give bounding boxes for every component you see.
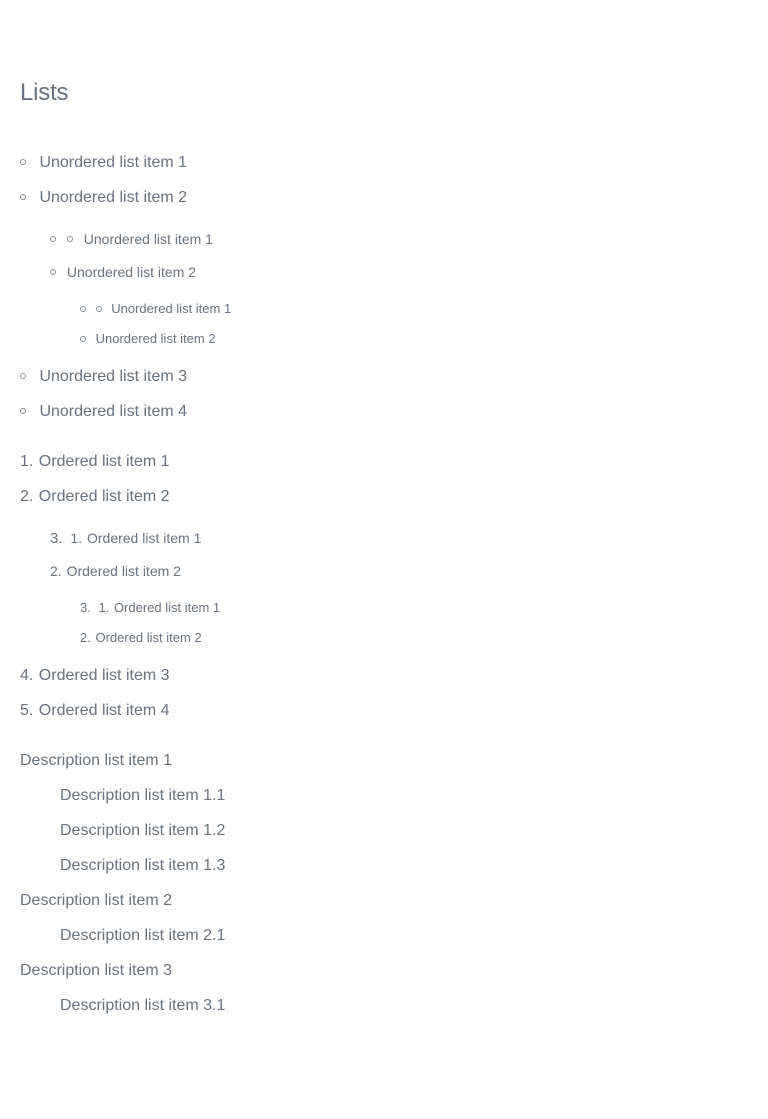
nested-list-item <box>50 263 196 281</box>
nested-list-item <box>50 230 213 248</box>
list-item <box>20 666 170 686</box>
list-item <box>20 701 170 721</box>
list-number: 2. <box>80 630 91 645</box>
list-item-label: Unordered list item 4 <box>39 403 188 420</box>
nested-list-item <box>80 630 202 646</box>
nested-list-item <box>50 529 201 548</box>
description-term: Description list item 3 <box>20 962 173 979</box>
description-detail: Description list item 1.2 <box>60 822 226 839</box>
list-item-label: Unordered list item 1 <box>39 154 188 171</box>
list-item-label: Ordered list item 1 <box>113 600 221 615</box>
description-detail: Description list item 3.1 <box>60 997 226 1014</box>
circle-bullet-icon <box>96 306 102 312</box>
circle-bullet-icon <box>20 408 26 414</box>
list-item <box>20 367 187 387</box>
list-item <box>20 188 187 208</box>
list-number: 3. <box>80 600 91 615</box>
circle-bullet-icon <box>20 194 26 200</box>
list-number: 4. <box>20 667 34 684</box>
list-item <box>20 153 187 173</box>
list-item-label: Unordered list item 1 <box>83 231 213 247</box>
nested-list-item <box>80 600 220 616</box>
list-item-label: Ordered list item 2 <box>38 488 170 505</box>
circle-bullet-icon <box>20 373 26 379</box>
nested-list-item <box>50 562 181 580</box>
circle-bullet-icon <box>67 236 73 242</box>
list-number: 1. <box>20 453 34 470</box>
circle-bullet-icon <box>80 306 86 312</box>
list-number: 2. <box>50 563 62 579</box>
list-item <box>20 452 170 472</box>
list-item-label: Unordered list item 2 <box>39 189 188 206</box>
circle-bullet-icon <box>80 336 86 342</box>
page-title: Lists <box>20 79 69 106</box>
list-item-label: Ordered list item 1 <box>86 530 202 546</box>
list-item-label: Unordered list item 3 <box>39 368 188 385</box>
circle-bullet-icon <box>20 159 26 165</box>
list-item-label: Ordered list item 3 <box>38 667 170 684</box>
nested-list-item <box>80 331 216 347</box>
list-number: 3. <box>50 530 63 547</box>
description-term: Description list item 2 <box>20 892 173 909</box>
list-number: 5. <box>20 702 34 719</box>
list-item <box>20 487 170 507</box>
list-item-label: Ordered list item 1 <box>38 453 170 470</box>
list-item <box>20 402 187 422</box>
list-item-label: Unordered list item 1 <box>111 301 232 316</box>
circle-bullet-icon <box>50 236 56 242</box>
list-item-label: Unordered list item 2 <box>95 331 216 346</box>
description-detail: Description list item 1.1 <box>60 787 226 804</box>
list-number: 1. <box>70 530 83 546</box>
list-item-label: Ordered list item 2 <box>66 563 181 579</box>
list-number: 2. <box>20 488 34 505</box>
list-item-label: Unordered list item 2 <box>66 264 197 280</box>
list-item-label: Ordered list item 4 <box>38 702 170 719</box>
circle-bullet-icon <box>50 269 56 275</box>
description-detail: Description list item 2.1 <box>60 927 226 944</box>
description-term: Description list item 1 <box>20 752 173 769</box>
nested-list-item <box>80 301 231 317</box>
list-item-label: Ordered list item 2 <box>95 630 202 645</box>
description-detail: Description list item 1.3 <box>60 857 226 874</box>
list-number: 1. <box>98 600 110 615</box>
